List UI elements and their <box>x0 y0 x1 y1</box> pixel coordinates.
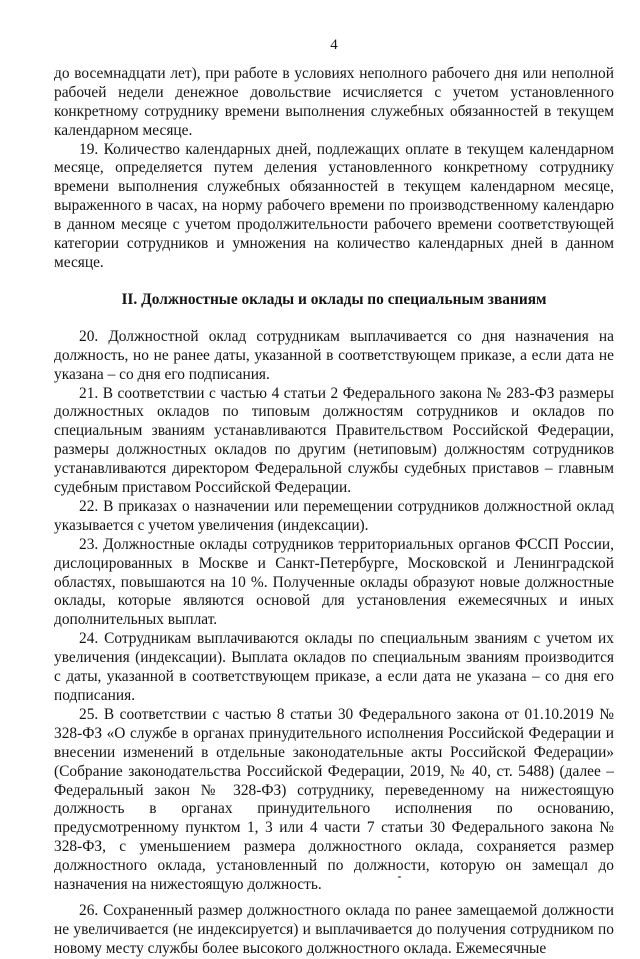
paragraph-20: 20. Должностной оклад сотрудникам выплачивается со дня назначения на должность, но не ранее даты, указанной в соответствующем приказе, а если дата не указана – со дня его подписания. <box>54 327 614 383</box>
paragraph-22: 22. В приказах о назначении или перемещении сотрудников должностной оклад указывается с учетом увеличения (индексации). <box>54 497 614 534</box>
paragraph-26: 26. Сохраненный размер должностного оклада по ранее замещаемой должности не увеличивается (не индексируется) и выплачивается до получения сотрудником по новому месту службы более высокого должностного оклада. Ежемесячные <box>54 901 614 957</box>
page-number: 4 <box>330 37 338 53</box>
paragraph-23: 23. Должностные оклады сотрудников территориальных органов ФССП России, дислоцированных в Москве и Санкт-Петербурге, Московской и Ленинградской областях, повышаются на 10 %. Полученные оклады образуют новые должностные оклады, которые являются основой для установления ежемесячных и иных дополнительных выплат. <box>54 535 614 629</box>
paragraph-25: 25. В соответствии с частью 8 статьи 30 Федерального закона от 01.10.2019 № 328-ФЗ «О службе в органах принудительного исполнения Российской Федерации и внесении изменений в отдельные законодательные акты Российской Федерации» (Собрание законодательства Российской Федерации, 2019, № 40, ст. 5488) (далее – Федеральный закон № 328-ФЗ) сотруднику, переведенному на нижестоящую должность в органах принудительного исполнения по основанию, предусмотренному пунктом 1, 3 или 4 части 7 статьи 30 Федерального закона № 328-ФЗ, с уменьшением размера должностного оклада, сохраняется размер должностного оклада, установленный по должности, которую он замещал до назначения на нижестоящую должность. <box>54 705 614 894</box>
paragraph-continuation: до восемнадцати лет), при работе в условиях неполного рабочего дня или неполной рабочей недели денежное довольствие исчисляется с учетом установленного конкретному сотруднику времени выполнения служебных обязанностей в текущем календарном месяце. <box>54 64 614 139</box>
scan-speck <box>398 876 401 878</box>
paragraph-24: 24. Сотрудникам выплачиваются оклады по специальным званиям с учетом их увеличения (индексации). Выплата окладов по специальным званиям производится с даты, указанной в соответствующем приказе, а если дата не указана – со дня его подписания. <box>54 630 614 704</box>
paragraph-19: 19. Количество календарных дней, подлежащих оплате в текущем календарном месяце, определяется путем деления установленного конкретному сотруднику времени выполнения служебных обязанностей в текущем календарном месяце, выраженного в часах, на норму рабочего времени по производственному календарю в данном месяце с учетом продолжительности рабочего времени соответствующей категории сотрудников и умножения на количество календарных дней в данном месяце. <box>54 140 614 271</box>
paragraph-21: 21. В соответствии с частью 4 статьи 2 Федерального закона № 283-ФЗ размеры должностных окладов по типовым должностям сотрудников и окладов по специальным званиям устанавливаются Правительством Российской Федерации, размеры должностных окладов по другим (нетиповым) должностям сотрудников устанавливаются директором Федеральной службы судебных приставов – главным судебным приставом Российской Федерации. <box>54 384 614 497</box>
section-heading: II. Должностные оклады и оклады по специальным званиям <box>121 290 547 308</box>
